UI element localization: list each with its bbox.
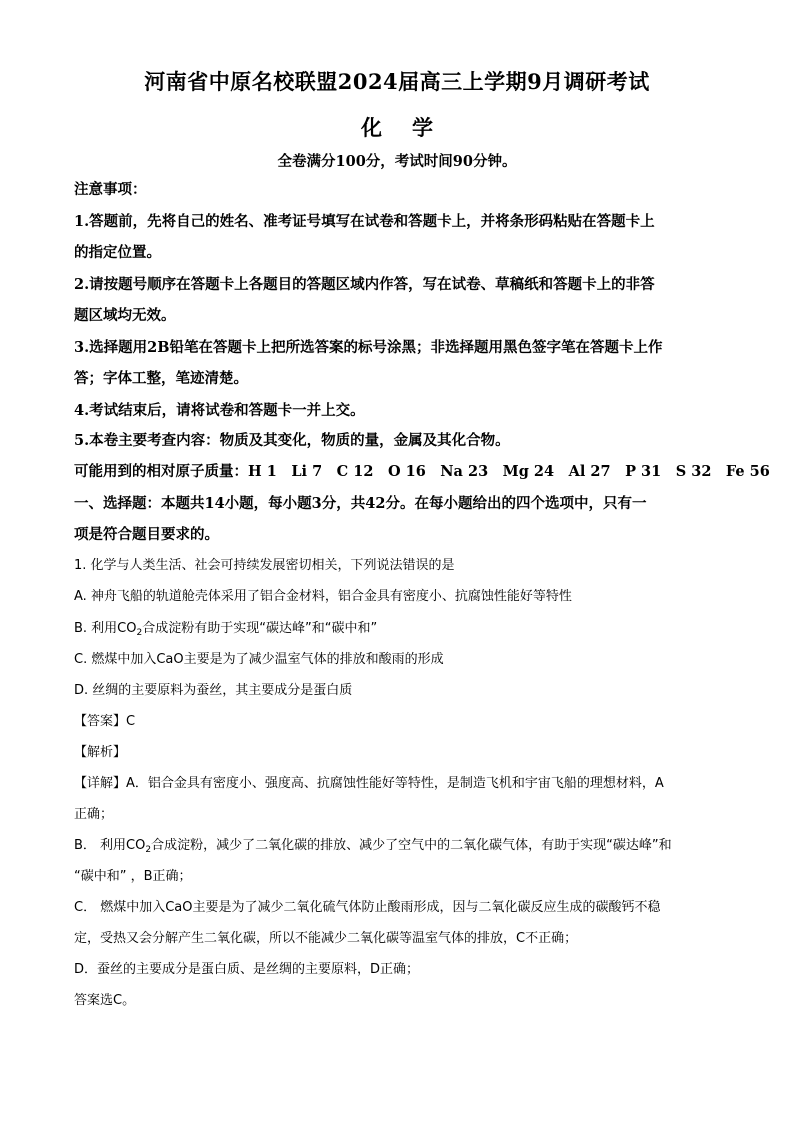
analysis-label: 【解析】	[74, 745, 127, 760]
detail-b-text-post: 合成淀粉，减少了二氧化碳的排放、减少了空气中的二氧化碳气体，有助于实现“碳达峰”和	[151, 838, 672, 853]
full-score-note: 全卷满分100分，考试时间90分钟。	[277, 153, 517, 170]
notice-item-4: 4.考试结束后，请将试卷和答题卡一并上交。	[74, 402, 365, 419]
detail-a-line-2: 正确；	[74, 807, 114, 822]
question-1-option-a: A. 神舟飞船的轨道舱壳体采用了铝合金材料，铝合金具有密度小、抗腐蚀性能好等特性	[74, 589, 572, 604]
atomic-masses: 可能用到的相对原子质量：H 1 Li 7 C 12 O 16 Na 23 Mg 24 Al 27 P 31 S 32 Fe 56	[74, 463, 770, 480]
notice-item-3-line-1: 3.选择题用2B铅笔在答题卡上把所选答案的标号涂黑；非选择题用黑色签字笔在答题卡上作	[74, 339, 663, 356]
notice-item-5: 5.本卷主要考查内容：物质及其变化，物质的量，金属及其化合物。	[74, 432, 510, 449]
detail-d: D．蚕丝的主要成分是蛋白质、是丝绸的主要原料，D正确；	[74, 962, 420, 977]
notice-item-1-line-1: 1.答题前，先将自己的姓名、准考证号填写在试卷和答题卡上，并将条形码粘贴在答题卡上	[74, 213, 655, 230]
question-1-option-d: D. 丝绸的主要原料为蚕丝，其主要成分是蛋白质	[74, 683, 353, 698]
question-1-option-c: C. 燃煤中加入CaO主要是为了减少温室气体的排放和酸雨的形成	[74, 652, 444, 667]
notice-item-1-line-2: 的指定位置。	[74, 244, 161, 261]
question-1-stem: 1. 化学与人类生活、社会可持续发展密切相关，下列说法错误的是	[74, 558, 455, 573]
option-b-text-post: 合成淀粉有助于实现“碳达峰”和“碳中和”	[142, 621, 378, 636]
conclusion: 答案选C。	[74, 993, 136, 1008]
detail-b-text-pre: B． 利用CO	[74, 838, 146, 853]
detail-c-line-2: 定，受热又会分解产生二氧化碳，所以不能减少二氧化碳等温室气体的排放，C不正确；	[74, 931, 578, 946]
section-1-heading-line-2: 项是符合题目要求的。	[74, 526, 219, 543]
option-b-subscript: 2	[136, 628, 143, 638]
section-1-heading-line-1: 一、选择题：本题共14小题，每小题3分，共42分。在每小题给出的四个选项中，只有一	[74, 495, 647, 512]
notice-item-2-line-1: 2.请按题号顺序在答题卡上各题目的答题区域内作答，写在试卷、草稿纸和答题卡上的非答	[74, 276, 655, 293]
detail-c-line-1: C． 燃煤中加入CaO主要是为了减少二氧化硫气体防止酸雨形成，因与二氧化碳反应生成的碳酸钙不稳	[74, 900, 661, 915]
exam-title: 河南省中原名校联盟2024届高三上学期9月调研考试	[144, 69, 650, 94]
notice-item-3-line-2: 答；字体工整，笔迹清楚。	[74, 370, 248, 387]
detail-b-line-2: “碳中和” ，B正确；	[74, 869, 192, 884]
option-b-text-pre: B. 利用CO	[74, 621, 137, 636]
question-1-option-b	[74, 619, 724, 643]
subject-title: 化学	[361, 115, 463, 140]
notice-heading: 注意事项：	[74, 181, 147, 198]
detail-b-subscript: 2	[145, 845, 152, 855]
answer-label: 【答案】C	[74, 714, 136, 729]
detail-a-line-1: 【详解】A．铝合金具有密度小、强度高、抗腐蚀性能好等特性，是制造飞机和宇宙飞船的理想材料，A	[74, 776, 664, 791]
notice-item-2-line-2: 题区域均无效。	[74, 307, 176, 324]
detail-b-line-1	[74, 836, 724, 860]
